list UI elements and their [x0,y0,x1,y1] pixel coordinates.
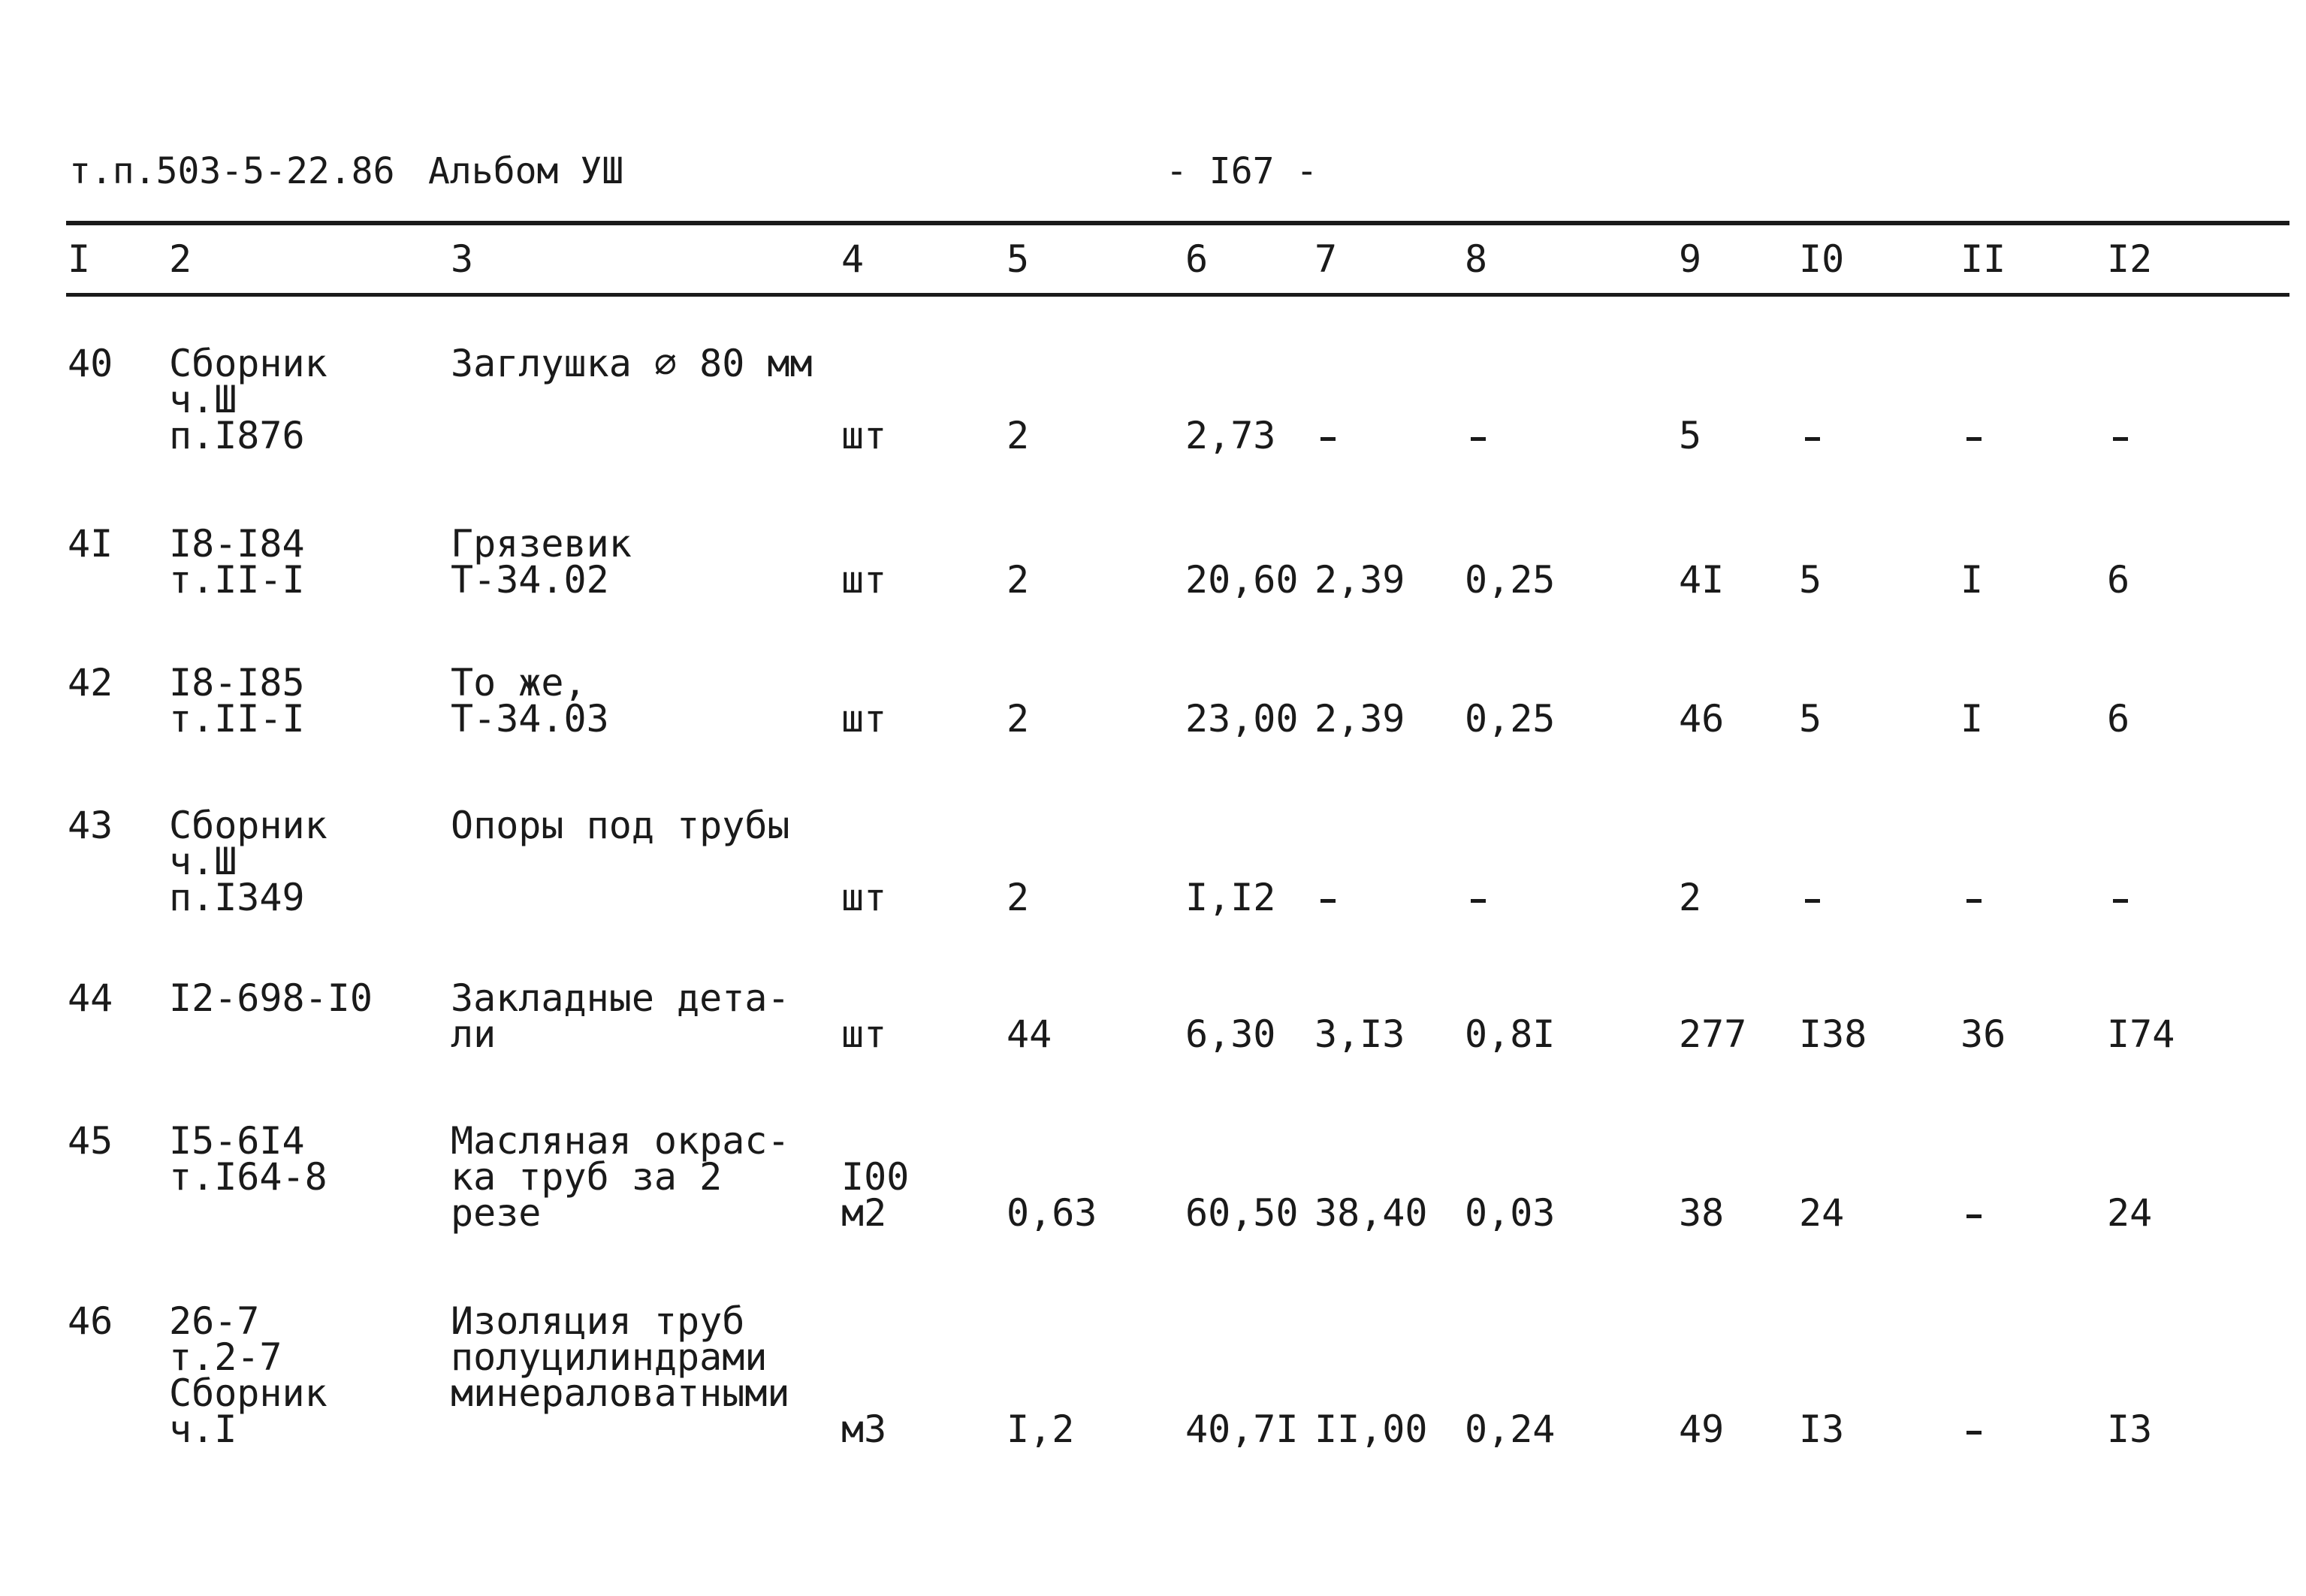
column-number-9: 9 [1679,237,1702,281]
column-number-7: 7 [1314,237,1338,281]
column-number-8: 8 [1465,237,1488,281]
cell-qty: 2 [1007,414,1030,457]
cell-c10: 24 [1799,1191,1845,1235]
cell-c8: 0,25 [1465,697,1556,741]
cell-qty: 0,63 [1007,1191,1097,1235]
cell-c12: I74 [2107,1012,2175,1056]
cell-name: Изоляция труб полуцилиндрами минераловатными [451,1299,790,1415]
cell-c11: 36 [1960,1012,2006,1056]
cell-c9: 5 [1679,414,1702,457]
cell-c7: 38,40 [1314,1191,1428,1235]
cell-c6: 40,7I [1185,1407,1299,1451]
cell-c9: 46 [1679,697,1725,741]
column-number-4: 4 [841,237,865,281]
cell-name: Масляная окрас- ка труб за 2 резе [451,1119,790,1235]
cell-unit: шт [841,414,887,457]
cell-c7: 2,39 [1314,558,1405,602]
cell-code: I8-I85 т.II-I [169,661,305,741]
empty-value-dash [1805,437,1820,441]
cell-code: Сборник ч.Ш п.I349 [169,804,327,919]
empty-value-dash [1966,1431,1982,1435]
empty-value-dash [2113,899,2128,903]
cell-c8: 0,25 [1465,558,1556,602]
cell-c11: I [1960,558,1984,602]
cell-c10: I38 [1799,1012,1867,1056]
cell-c6: 20,60 [1185,558,1299,602]
album-label: Альбом УШ [428,150,624,192]
cell-c6: 60,50 [1185,1191,1299,1235]
cell-unit: I00 м2 [841,1155,910,1235]
empty-value-dash [1471,899,1486,903]
cell-c6: 6,30 [1185,1012,1276,1056]
empty-value-dash [1321,899,1336,903]
empty-value-dash [1966,899,1982,903]
cell-unit: шт [841,876,887,919]
cell-code: I2-698-I0 [169,976,373,1020]
column-number-5: 5 [1007,237,1030,281]
table-top-rule [66,221,2289,225]
cell-num: 45 [68,1119,113,1163]
cell-c12: 6 [2107,558,2130,602]
cell-qty: 2 [1007,558,1030,602]
column-number-12: I2 [2107,237,2153,281]
cell-c7: II,00 [1314,1407,1428,1451]
empty-value-dash [1966,437,1982,441]
cell-name: Закладные дета- ли [451,976,790,1056]
cell-unit: шт [841,697,887,741]
column-number-10: I0 [1799,237,1845,281]
cell-c12: 24 [2107,1191,2153,1235]
cell-num: 46 [68,1299,113,1343]
empty-value-dash [1471,437,1486,441]
cell-c7: 2,39 [1314,697,1405,741]
cell-c11: I [1960,697,1984,741]
cell-c9: 38 [1679,1191,1725,1235]
cell-c6: I,I2 [1185,876,1276,919]
cell-qty: 2 [1007,697,1030,741]
column-number-2: 2 [169,237,192,281]
cell-name: То же, Т-34.03 [451,661,609,741]
cell-qty: 44 [1007,1012,1052,1056]
cell-c8: 0,24 [1465,1407,1556,1451]
column-number-11: II [1960,237,2006,281]
cell-c7: 3,I3 [1314,1012,1405,1056]
cell-c10: I3 [1799,1407,1845,1451]
column-number-6: 6 [1185,237,1209,281]
cell-c6: 2,73 [1185,414,1276,457]
cell-num: 4I [68,522,113,566]
column-number-3: 3 [451,237,474,281]
cell-c9: 4I [1679,558,1725,602]
cell-qty: I,2 [1007,1407,1075,1451]
cell-c9: 49 [1679,1407,1725,1451]
cell-c12: I3 [2107,1407,2153,1451]
cell-code: Сборник ч.Ш п.I876 [169,342,327,457]
empty-value-dash [1805,899,1820,903]
cell-num: 42 [68,661,113,704]
cell-unit: шт [841,1012,887,1056]
cell-c10: 5 [1799,558,1822,602]
cell-c12: 6 [2107,697,2130,741]
cell-name: Опоры под трубы [451,804,790,847]
cell-code: 26-7 т.2-7 Сборник ч.I [169,1299,327,1451]
empty-value-dash [1966,1214,1982,1218]
cell-num: 44 [68,976,113,1020]
empty-value-dash [2113,437,2128,441]
cell-code: I8-I84 т.II-I [169,522,305,602]
cell-c8: 0,8I [1465,1012,1556,1056]
empty-value-dash [1321,437,1336,441]
cell-qty: 2 [1007,876,1030,919]
cell-name: Грязевик Т-34.02 [451,522,632,602]
page-number: - I67 - [1166,150,1318,192]
cell-num: 43 [68,804,113,847]
table-header-rule [66,293,2289,297]
cell-name: Заглушка ∅ 80 мм [451,342,813,385]
cell-c8: 0,03 [1465,1191,1556,1235]
column-number-1: I [68,237,91,281]
cell-c9: 2 [1679,876,1702,919]
cell-num: 40 [68,342,113,385]
cell-unit: шт [841,558,887,602]
doc-ref: т.п.503-5-22.86 [69,150,395,192]
cell-c6: 23,00 [1185,697,1299,741]
cell-c9: 277 [1679,1012,1747,1056]
cell-unit: м3 [841,1407,887,1451]
cell-code: I5-6I4 т.I64-8 [169,1119,327,1199]
cell-c10: 5 [1799,697,1822,741]
